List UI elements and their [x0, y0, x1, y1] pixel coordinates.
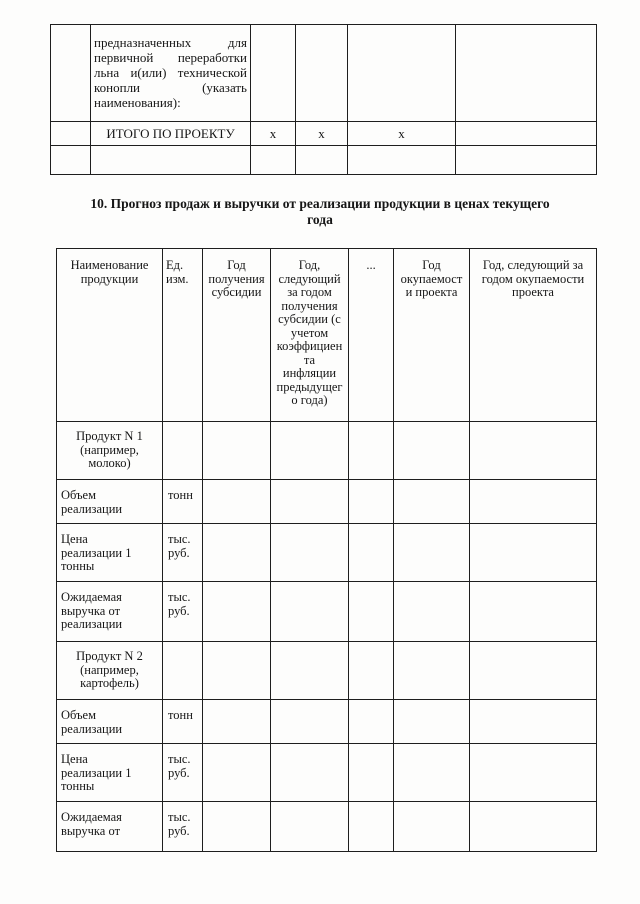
table-row	[51, 146, 597, 175]
unit-cell: тыс. руб.	[163, 802, 203, 852]
value-cell	[203, 480, 271, 524]
column-header-unit: Ед. изм.	[163, 249, 203, 422]
value-cell	[470, 802, 597, 852]
column-header-payback-year: Год окупаемост и проекта	[394, 249, 470, 422]
value-cell	[271, 802, 349, 852]
row-name: Ожидаемая выручка от реализации	[57, 582, 163, 642]
table-cell	[456, 25, 597, 122]
total-label: ИТОГО ПО ПРОЕКТУ	[91, 122, 251, 146]
value-cell	[271, 744, 349, 802]
table-cell	[91, 146, 251, 175]
value-cell	[394, 700, 470, 744]
total-mark: x	[296, 122, 348, 146]
unit-cell: тыс. руб.	[163, 582, 203, 642]
table-row	[57, 480, 597, 524]
value-cell	[470, 700, 597, 744]
value-cell	[271, 480, 349, 524]
table-header-row	[57, 249, 597, 422]
product-name: Продукт N 2 (например, картофель)	[57, 642, 163, 700]
row-name: Объем реализации	[57, 480, 163, 524]
value-cell	[203, 422, 271, 480]
value-cell	[394, 744, 470, 802]
unit-cell: тыс. руб.	[163, 524, 203, 582]
value-cell	[470, 642, 597, 700]
row-name: Объем реализации	[57, 700, 163, 744]
table-row	[57, 422, 597, 480]
value-cell	[470, 422, 597, 480]
row-name: Ожидаемая выручка от	[57, 802, 163, 852]
value-cell	[349, 744, 394, 802]
value-cell	[394, 802, 470, 852]
value-cell	[271, 422, 349, 480]
table-cell	[296, 25, 348, 122]
column-header-subsidy-year: Год получения субсидии	[203, 249, 271, 422]
table-row	[57, 524, 597, 582]
table-row	[51, 25, 597, 122]
row-name: Цена реализации 1 тонны	[57, 744, 163, 802]
table-row	[57, 642, 597, 700]
value-cell	[203, 582, 271, 642]
unit-cell: тонн	[163, 700, 203, 744]
unit-cell: тонн	[163, 480, 203, 524]
total-mark: x	[348, 122, 456, 146]
unit-cell	[163, 642, 203, 700]
value-cell	[203, 700, 271, 744]
unit-cell: тыс. руб.	[163, 744, 203, 802]
row-description: предназначенных для первичной переработки льна и(или) технической конопли (указать наименования):	[91, 25, 251, 122]
value-cell	[349, 480, 394, 524]
value-cell	[470, 524, 597, 582]
column-header-ellipsis: ...	[349, 249, 394, 422]
project-cost-table	[50, 24, 597, 175]
value-cell	[394, 422, 470, 480]
value-cell	[203, 642, 271, 700]
value-cell	[271, 582, 349, 642]
value-cell	[394, 582, 470, 642]
value-cell	[203, 524, 271, 582]
value-cell	[349, 642, 394, 700]
value-cell	[394, 524, 470, 582]
value-cell	[203, 744, 271, 802]
total-mark: x	[251, 122, 296, 146]
value-cell	[349, 582, 394, 642]
column-header-product: Наименование продукции	[57, 249, 163, 422]
value-cell	[271, 700, 349, 744]
table-cell	[456, 122, 597, 146]
table-cell	[348, 25, 456, 122]
value-cell	[470, 480, 597, 524]
value-cell	[271, 642, 349, 700]
table-row	[57, 582, 597, 642]
value-cell	[271, 524, 349, 582]
table-cell	[51, 122, 91, 146]
value-cell	[203, 802, 271, 852]
product-name: Продукт N 1 (например, молоко)	[57, 422, 163, 480]
section-heading: 10. Прогноз продаж и выручки от реализации продукции в ценах текущего года	[90, 196, 550, 227]
sales-forecast-table	[56, 248, 597, 852]
value-cell	[470, 744, 597, 802]
table-cell	[51, 25, 91, 122]
total-row	[51, 122, 597, 146]
value-cell	[349, 802, 394, 852]
value-cell	[349, 524, 394, 582]
value-cell	[349, 700, 394, 744]
table-cell	[296, 146, 348, 175]
column-header-next-year: Год, следующий за годом получения субсидии (с учетом коэффициен та инфляции предыдущег о года)	[271, 249, 349, 422]
value-cell	[394, 480, 470, 524]
table-cell	[251, 146, 296, 175]
column-header-after-payback: Год, следующий за годом окупаемости проекта	[470, 249, 597, 422]
unit-cell	[163, 422, 203, 480]
table-row	[57, 802, 597, 852]
value-cell	[470, 582, 597, 642]
table-cell	[456, 146, 597, 175]
table-cell	[51, 146, 91, 175]
table-cell	[251, 25, 296, 122]
row-name: Цена реализации 1 тонны	[57, 524, 163, 582]
value-cell	[349, 422, 394, 480]
table-cell	[348, 146, 456, 175]
table-row	[57, 700, 597, 744]
value-cell	[394, 642, 470, 700]
table-row	[57, 744, 597, 802]
